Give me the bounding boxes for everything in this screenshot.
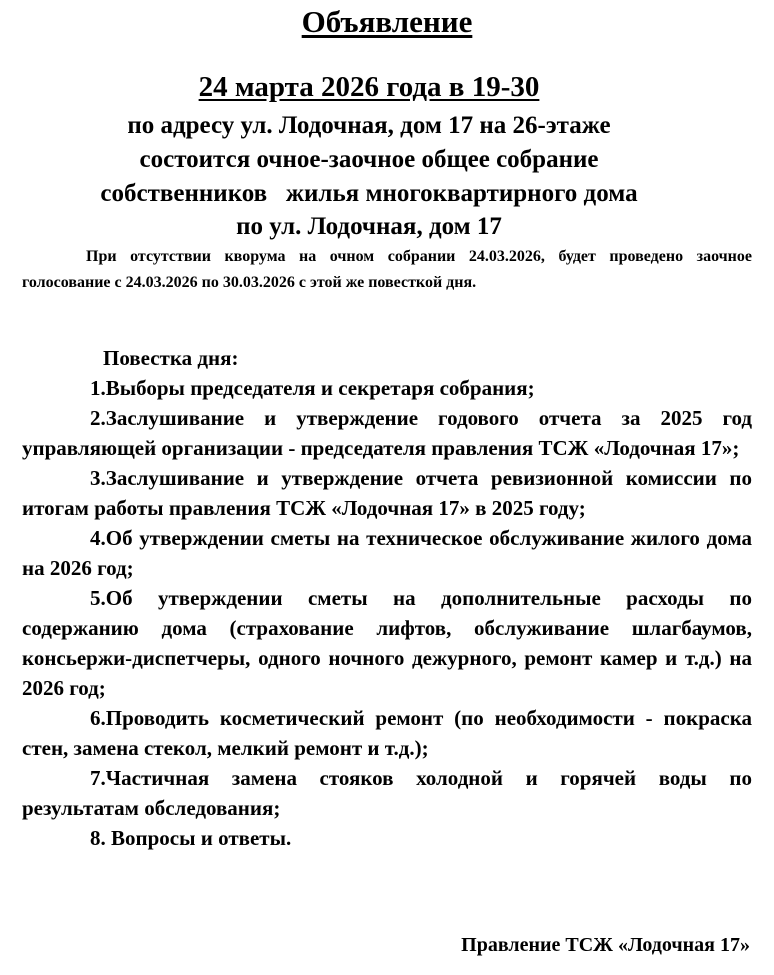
meeting-type-line: состоится очное-заочное общее собрание bbox=[139, 146, 599, 173]
meeting-date: 24 марта 2026 года в 19-30 bbox=[198, 71, 540, 103]
agenda-item-text: Выборы председателя и секретаря собрания; bbox=[105, 376, 535, 400]
agenda-item-number: 6. bbox=[90, 706, 106, 730]
agenda-item-text: Заслушивание и утверждение годового отчета за 2025 год управляющей организации - председателя правления ТСЖ «Лодочная 17»; bbox=[22, 406, 752, 460]
agenda-item-text: Частичная замена стояков холодной и горячей воды по результатам обследования; bbox=[22, 766, 752, 820]
signature: Правление ТСЖ «Лодочная 17» bbox=[461, 934, 750, 956]
agenda-item bbox=[22, 763, 752, 823]
agenda-list bbox=[22, 373, 752, 853]
page-title: Объявление bbox=[301, 4, 473, 39]
agenda-title: Повестка дня: bbox=[103, 346, 239, 370]
agenda-item bbox=[22, 703, 752, 763]
agenda-item-text: Заслушивание и утверждение отчета ревизионной комиссии по итогам работы правления ТСЖ «Лодочная 17» в 2025 году; bbox=[22, 466, 752, 520]
agenda-item bbox=[22, 403, 752, 463]
agenda-item-text: Об утверждении сметы на техническое обслуживание жилого дома на 2026 год; bbox=[22, 526, 752, 580]
quorum-notice: При отсутствии кворума на очном собрании 24.03.2026, будет проведено заочное голосование с 24.03.2026 по 30.03.2026 с этой же повесткой дня. bbox=[22, 248, 752, 291]
agenda-item-number: 1. bbox=[90, 376, 106, 400]
owners-line: собственников жилья многоквартирного дома bbox=[100, 180, 638, 207]
agenda-item bbox=[22, 583, 752, 703]
agenda-item-number: 5. bbox=[90, 586, 106, 610]
agenda-item-text: Вопросы и ответы. bbox=[111, 826, 292, 850]
agenda-item bbox=[22, 523, 752, 583]
agenda-item bbox=[22, 373, 752, 403]
address-line: по адресу ул. Лодочная, дом 17 на 26-этаже bbox=[127, 112, 611, 139]
agenda-item bbox=[22, 463, 752, 523]
agenda-item-number: 4. bbox=[90, 526, 106, 550]
agenda-item bbox=[22, 823, 752, 853]
agenda-item-number: 2. bbox=[90, 406, 106, 430]
agenda-item-text: Об утверждении сметы на дополнительные расходы по содержанию дома (страхование лифтов, обслуживание шлагбаумов, консьержи-диспетчеры, одного ночного дежурного, ремонт камер и т.д.) на 2026 год; bbox=[22, 586, 752, 700]
agenda-item-number: 3. bbox=[90, 466, 106, 490]
street-line: по ул. Лодочная, дом 17 bbox=[236, 213, 502, 240]
agenda-item-text: Проводить косметический ремонт (по необходимости - покраска стен, замена стекол, мелкий ремонт и т.д.); bbox=[22, 706, 752, 760]
agenda-item-number: 7. bbox=[90, 766, 106, 790]
agenda-item-number: 8. bbox=[90, 826, 111, 850]
